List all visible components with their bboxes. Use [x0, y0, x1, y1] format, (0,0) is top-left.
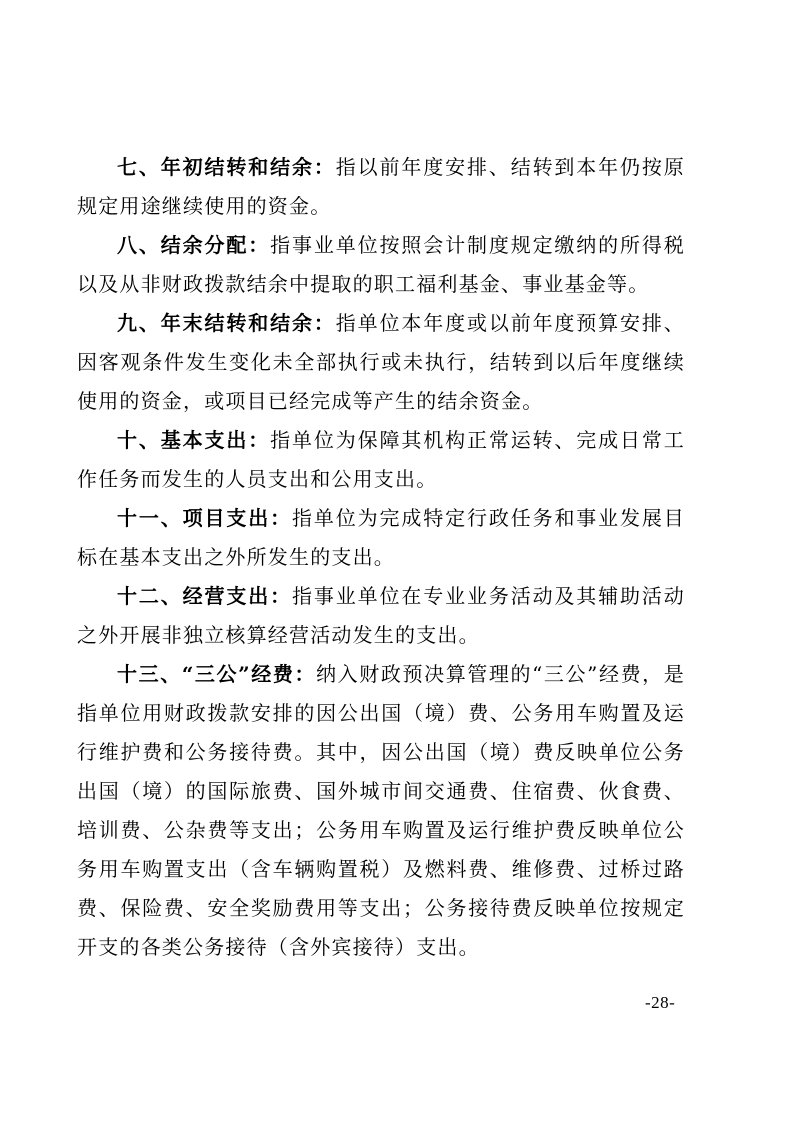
definition-text: 指以前年度安排、结转到本年仍按原规定用途继续使用的资金。 [77, 155, 685, 218]
term-label: 七、年初结转和结余： [117, 155, 336, 179]
paragraph-carryover-balance [77, 148, 685, 226]
paragraph-three-public-expenses [77, 655, 685, 967]
page-number: -28- [645, 993, 676, 1012]
term-label: 九、年末结转和结余： [117, 311, 336, 335]
definition-text: 指单位为保障其机构正常运转、完成日常工作任务而发生的人员支出和公用支出。 [77, 428, 685, 491]
definition-text: 指单位为完成特定行政任务和事业发展目标在基本支出之外所发生的支出。 [77, 506, 685, 569]
term-label: 十二、经营支出： [117, 584, 292, 608]
paragraph-operating-expenditure [77, 577, 685, 655]
paragraph-project-expenditure [77, 499, 685, 577]
definition-text: 指单位本年度或以前年度预算安排、因客观条件发生变化未全部执行或未执行，结转到以后年度继续使用的资金，或项目已经完成等产生的结余资金。 [77, 311, 685, 413]
definition-text: 指事业单位在专业业务活动及其辅助活动之外开展非独立核算经营活动发生的支出。 [77, 584, 685, 647]
term-label: 八、结余分配： [117, 233, 271, 257]
definition-text: 纳入财政预决算管理的“三公”经费，是指单位用财政拨款安排的因公出国（境）费、公务用车购置及运行维护费和公务接待费。其中，因公出国（境）费反映单位公务出国（境）的国际旅费、国外城市间交通费、住宿费、伙食费、培训费、公杂费等支出；公务用车购置及运行维护费反映单位公务用车购置支出（含车辆购置税）及燃料费、维修费、过桥过路费、保险费、安全奖励费用等支出；公务接待费反映单位按规定开支的各类公务接待（含外宾接待）支出。 [77, 662, 685, 959]
term-label: 十一、项目支出： [117, 506, 292, 530]
paragraph-surplus-distribution [77, 226, 685, 304]
paragraph-basic-expenditure [77, 421, 685, 499]
paragraph-year-end-balance [77, 304, 685, 421]
term-label: 十三、“三公”经费： [117, 662, 317, 686]
definition-text: 指事业单位按照会计制度规定缴纳的所得税以及从非财政拨款结余中提取的职工福利基金、事业基金等。 [77, 233, 685, 296]
document-body [77, 148, 685, 967]
term-label: 十、基本支出： [117, 428, 271, 452]
